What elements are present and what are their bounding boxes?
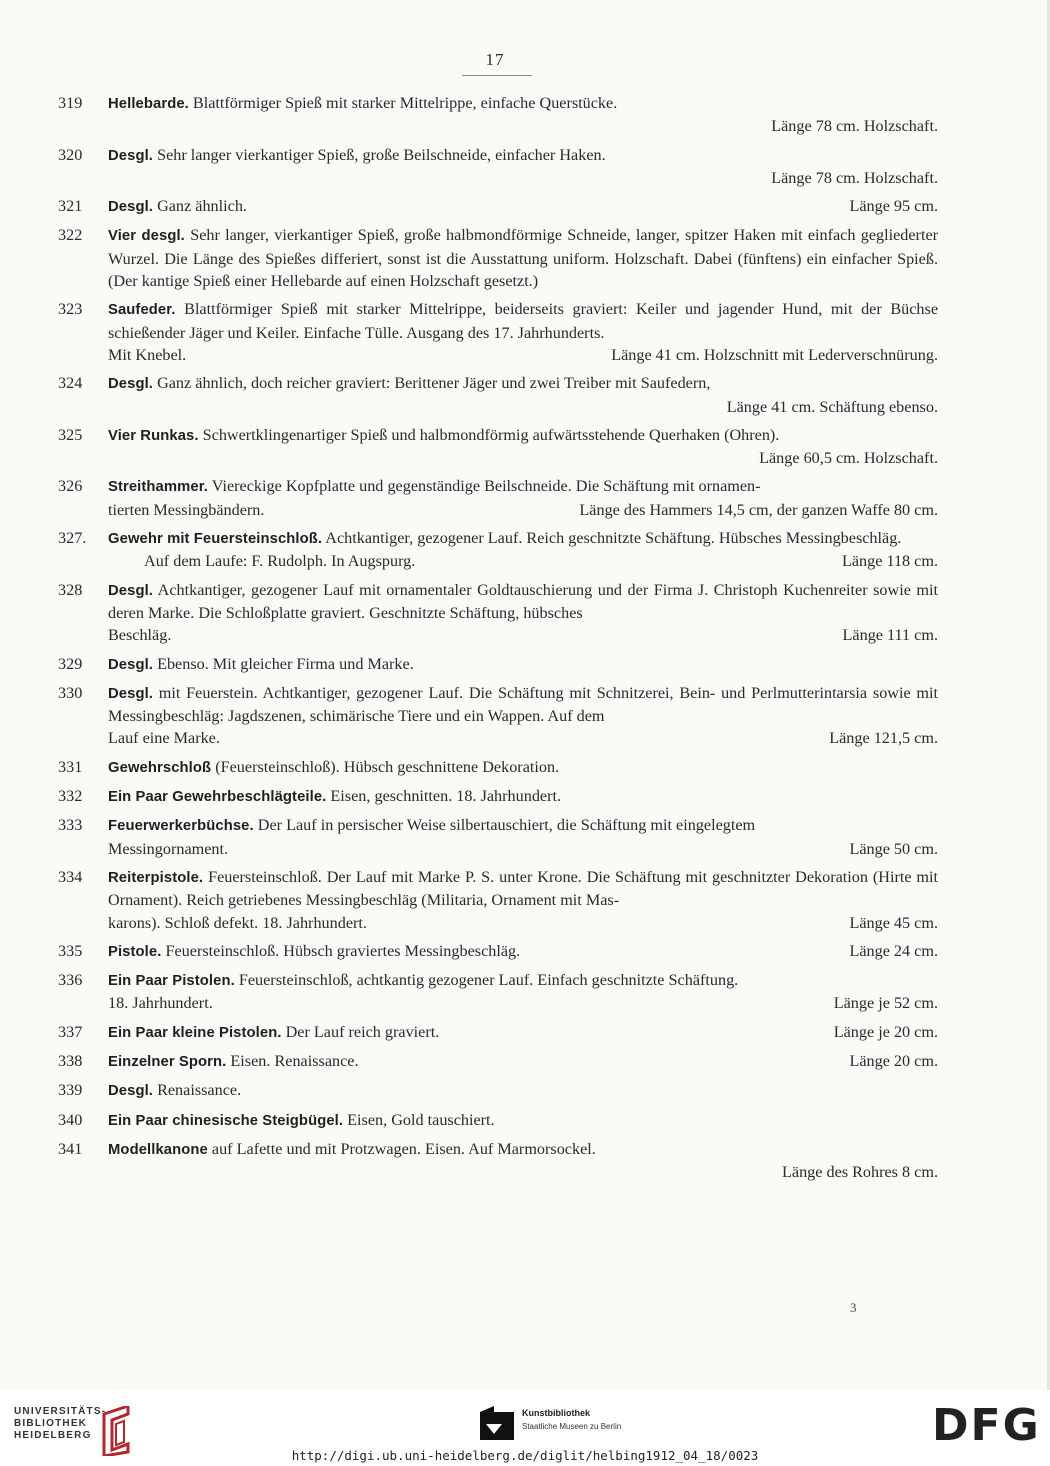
entry-number: 335 bbox=[58, 941, 83, 960]
entry-number: 340 bbox=[58, 1110, 83, 1129]
entry-text bbox=[108, 92, 938, 115]
entry-title: Desgl. bbox=[108, 147, 154, 164]
entry-closing-text: Messingornament. bbox=[108, 839, 229, 858]
kunstbibliothek-emblem-icon bbox=[480, 1406, 514, 1440]
entry-closing-line bbox=[108, 499, 938, 521]
entry-description: Eisen, Gold tauschiert. bbox=[347, 1110, 495, 1129]
entry-description: Der Lauf reich graviert. bbox=[285, 1022, 440, 1041]
entry-title: Desgl. bbox=[108, 582, 154, 599]
entry-measurement: Länge 121,5 cm. bbox=[829, 729, 938, 748]
entry-description: (Feuersteinschloß). Hübsch geschnittene Dekoration. bbox=[215, 757, 560, 776]
catalog-entry bbox=[58, 940, 938, 963]
page-number-rule bbox=[462, 75, 532, 76]
entry-closing-text: karons). Schloß defekt. 18. Jahrhundert. bbox=[108, 913, 367, 932]
catalog-entry bbox=[58, 527, 938, 573]
entry-description: Achtkantiger, gezogener Lauf mit ornamentaler Goldtauschierung und der Firma J. Christoph Kuchenreiter sowie mit deren Marke. Die Schloßplatte graviert. Geschnitzte Schäftung, hübsches bbox=[108, 580, 938, 622]
entry-description: Blattförmiger Spieß mit starker Mittelrippe, beiderseits graviert: Keiler und jagender Hund, mit der Büchse schießender Jäger und Keiler. Einfache Tülle. Ausgang des 17. Jahrhunderts. bbox=[108, 300, 939, 342]
entry-measurement: Länge je 20 cm. bbox=[833, 1022, 938, 1041]
entry-title: Vier Runkas. bbox=[108, 427, 199, 444]
entry-measurement: Länge 20 cm. bbox=[849, 1051, 938, 1070]
entry-number: 341 bbox=[58, 1139, 83, 1158]
entry-text bbox=[108, 682, 938, 728]
entry-description: Feuersteinschloß. Hübsch graviertes Messingbeschläg. bbox=[165, 941, 521, 960]
uni-text-line-1: UNIVERSITÄTS- bbox=[14, 1406, 107, 1417]
entry-description: Achtkantiger, gezogener Lauf. Reich geschnitzte Schäftung. Hübsches Messingbeschläg. bbox=[325, 529, 902, 548]
entry-text bbox=[108, 475, 938, 498]
entry-number: 338 bbox=[58, 1051, 83, 1070]
entry-title: Pistole. bbox=[108, 943, 162, 960]
entry-description: Sehr langer vierkantiger Spieß, große Beilschneide, einfacher Haken. bbox=[157, 145, 606, 164]
entry-measurement: Länge 24 cm. bbox=[849, 941, 938, 960]
entry-number: 328 bbox=[58, 580, 83, 599]
printer-signature: 3 bbox=[850, 1300, 857, 1315]
entry-closing-line bbox=[108, 912, 938, 934]
entry-description: Eisen. Renaissance. bbox=[230, 1051, 359, 1070]
entry-number: 319 bbox=[58, 94, 83, 112]
catalog-entry bbox=[58, 1021, 938, 1044]
entry-measurement: Länge 50 cm. bbox=[849, 839, 938, 858]
kunstbibliothek-logo[interactable] bbox=[480, 1406, 622, 1445]
entry-text bbox=[108, 866, 938, 912]
catalog-entry bbox=[58, 969, 938, 1015]
entry-title: Gewehr mit Feuersteinschloß. bbox=[108, 531, 323, 548]
entry-text bbox=[108, 224, 938, 292]
entry-title: Desgl. bbox=[108, 376, 154, 393]
entry-title: Streithammer. bbox=[108, 479, 208, 496]
university-library-logo[interactable] bbox=[14, 1406, 106, 1442]
entry-closing-text: Lauf eine Marke. bbox=[108, 729, 220, 748]
catalog-entry bbox=[58, 1079, 938, 1102]
catalog-entry bbox=[58, 756, 938, 779]
kunstbibliothek-title: Kunstbibliothek bbox=[522, 1408, 590, 1418]
entry-description: Schwertklingenartiger Spieß und halbmondförmig aufwärtsstehende Querhaken (Ohren). bbox=[202, 425, 780, 444]
entry-title: Vier desgl. bbox=[108, 228, 185, 245]
catalog-entry bbox=[58, 92, 938, 138]
entry-closing-text: Mit Knebel. bbox=[108, 345, 187, 364]
entry-text bbox=[108, 144, 938, 167]
entry-description: Feuersteinschloß, achtkantig gezogener Lauf. Einfach geschnitzte Schäftung. bbox=[238, 971, 739, 990]
entry-closing-text: tierten Messingbändern. bbox=[108, 500, 265, 519]
entry-title: Desgl. bbox=[108, 199, 154, 216]
entry-description: Ganz ähnlich, doch reicher graviert: Berittener Jäger und zwei Treiber mit Saufedern, bbox=[157, 374, 711, 393]
entry-text bbox=[108, 527, 938, 550]
entry-measurement: Länge je 52 cm. bbox=[833, 994, 938, 1013]
catalog-entry bbox=[58, 1109, 938, 1132]
entry-title: Ein Paar Gewehrbeschlägteile. bbox=[108, 789, 327, 806]
entry-text bbox=[108, 195, 938, 218]
uni-text-line-2: BIBLIOTHEK bbox=[14, 1418, 88, 1429]
entry-number: 326 bbox=[58, 477, 83, 496]
entry-title: Ein Paar chinesische Steigbügel. bbox=[108, 1112, 344, 1129]
catalog-entry bbox=[58, 682, 938, 750]
entry-measurement: Länge 118 cm. bbox=[841, 552, 938, 571]
entry-number: 332 bbox=[58, 787, 83, 806]
dfg-logo[interactable]: DFG bbox=[932, 1400, 1041, 1451]
kunstbibliothek-subtitle: Staatliche Museen zu Berlin bbox=[522, 1422, 622, 1431]
entry-text bbox=[108, 653, 938, 676]
catalog-entry bbox=[58, 224, 938, 292]
entry-description: Viereckige Kopfplatte und gegenständige Beilschneide. Die Schäftung mit ornamen- bbox=[211, 477, 761, 496]
footer-bar bbox=[0, 1390, 1050, 1466]
catalog-entry bbox=[58, 372, 938, 418]
catalog-entry bbox=[58, 475, 938, 521]
entry-text bbox=[108, 1021, 938, 1044]
entry-inscription: Auf dem Laufe: F. Rudolph. In Augspurg. bbox=[144, 552, 416, 571]
entry-closing-text: 18. Jahrhundert. bbox=[108, 994, 213, 1013]
entry-text bbox=[108, 424, 938, 447]
entry-number: 333 bbox=[58, 816, 83, 835]
entry-measurement: Länge 45 cm. bbox=[849, 913, 938, 932]
entry-description: auf Lafette und mit Protzwagen. Eisen. Auf Marmorsockel. bbox=[211, 1139, 596, 1158]
entry-description: mit Feuerstein. Achtkantiger, gezogener Lauf. Die Schäftung mit Schnitzerei, Bein- und Perlmutterintarsia sowie mit Messingbeschläg: Jagdszenen, schimärische Tiere und ein Wappen. Auf dem bbox=[108, 683, 939, 726]
uni-text-line-3: HEIDELBERG bbox=[14, 1430, 92, 1441]
catalog-entries bbox=[58, 92, 938, 1189]
entry-title: Desgl. bbox=[108, 685, 154, 702]
entry-closing-text: Beschläg. bbox=[108, 626, 172, 645]
entry-text bbox=[108, 1138, 938, 1161]
entry-title: Desgl. bbox=[108, 1083, 154, 1100]
entry-number: 327. bbox=[58, 529, 87, 548]
entry-number: 322 bbox=[58, 226, 83, 245]
source-url[interactable]: http://digi.ub.uni-heidelberg.de/diglit/helbing1912_04_18/0023 bbox=[291, 1448, 759, 1463]
entry-title: Gewehrschloß bbox=[108, 759, 212, 776]
entry-text bbox=[108, 785, 938, 808]
entry-text bbox=[108, 579, 938, 625]
entry-title: Desgl. bbox=[108, 656, 154, 673]
entry-description: Der Lauf in persischer Weise silbertauschiert, die Schäftung mit eingelegtem bbox=[257, 816, 756, 835]
entry-measurement: Länge 41 cm. Schäftung ebenso. bbox=[726, 397, 938, 416]
catalog-entry bbox=[58, 579, 938, 647]
entry-number: 334 bbox=[58, 867, 83, 886]
entry-title: Reiterpistole. bbox=[108, 869, 204, 886]
entry-text bbox=[108, 1079, 938, 1102]
entry-number: 323 bbox=[58, 300, 83, 319]
entry-description: Blattförmiger Spieß mit starker Mittelrippe, einfache Querstücke. bbox=[192, 94, 618, 112]
entry-number: 320 bbox=[58, 145, 83, 164]
entry-description: Sehr langer, vierkantiger Spieß, große halbmondförmige Schneide, langer, spitzer Haken mit einfach gegliederter Wurzel. Die Länge des Spießes differiert, sonst ist die Ausstattung uniform. Holzschaft. Dabei (fünftens) ein einfacher Spieß. (Der kantige Spieß einer Hellebarde auf einen Holzschaft gesetzt.) bbox=[108, 226, 939, 291]
catalog-entry bbox=[58, 866, 938, 934]
catalog-entry bbox=[58, 785, 938, 808]
catalog-entry bbox=[58, 144, 938, 190]
entry-measurement: Länge des Hammers 14,5 cm, der ganzen Waffe 80 cm. bbox=[579, 500, 938, 519]
entry-title: Saufeder. bbox=[108, 302, 176, 319]
entry-description: Ganz ähnlich. bbox=[157, 197, 247, 216]
entry-number: 336 bbox=[58, 971, 83, 990]
entry-description: Renaissance. bbox=[157, 1081, 242, 1100]
entry-title: Ein Paar Pistolen. bbox=[108, 973, 235, 990]
entry-description: Feuersteinschloß. Der Lauf mit Marke P. S. unter Krone. Die Schäftung mit geschnitzter Dekoration (Hirte mit Ornament). Reich getriebenes Messingbeschläg (Militaria, Ornament mit Mas- bbox=[108, 867, 939, 910]
entry-text bbox=[108, 298, 938, 344]
entry-title: Ein Paar kleine Pistolen. bbox=[108, 1024, 282, 1041]
catalog-entry bbox=[58, 1050, 938, 1073]
entry-description: Eisen, geschnitten. 18. Jahrhundert. bbox=[330, 787, 562, 806]
entry-text bbox=[108, 1109, 938, 1132]
entry-measurement: Länge 78 cm. Holzschaft. bbox=[771, 168, 938, 187]
entry-measurement: Länge 95 cm. bbox=[849, 197, 938, 216]
entry-number: 324 bbox=[58, 374, 83, 393]
entry-number: 329 bbox=[58, 654, 83, 673]
entry-title: Einzelner Sporn. bbox=[108, 1053, 227, 1070]
entry-title: Feuerwerkerbüchse. bbox=[108, 818, 254, 835]
entry-measurement: Länge 60,5 cm. Holzschaft. bbox=[759, 449, 938, 468]
entry-number: 337 bbox=[58, 1022, 83, 1041]
entry-text bbox=[108, 756, 938, 779]
catalog-entry bbox=[58, 814, 938, 860]
entry-text bbox=[108, 969, 938, 992]
entry-description: Ebenso. Mit gleicher Firma und Marke. bbox=[157, 654, 414, 673]
entry-measurement: Länge des Rohres 8 cm. bbox=[782, 1163, 938, 1182]
entry-measurement: Länge 111 cm. bbox=[842, 626, 938, 645]
entry-closing-line bbox=[108, 838, 938, 860]
page-number: 17 bbox=[485, 50, 505, 69]
catalog-entry bbox=[58, 195, 938, 218]
entry-number: 330 bbox=[58, 683, 83, 702]
entry-closing-line bbox=[108, 344, 938, 366]
entry-text bbox=[108, 940, 938, 963]
entry-inscription-line bbox=[108, 550, 938, 572]
catalog-entry bbox=[58, 424, 938, 470]
entry-title: Modellkanone bbox=[108, 1141, 208, 1158]
entry-text bbox=[108, 814, 938, 837]
entry-closing-line bbox=[108, 624, 938, 646]
catalog-entry bbox=[58, 298, 938, 366]
entry-title: Hellebarde. bbox=[108, 96, 189, 112]
entry-number: 339 bbox=[58, 1081, 83, 1100]
entry-number: 321 bbox=[58, 197, 83, 216]
entry-number: 325 bbox=[58, 425, 83, 444]
entry-number: 331 bbox=[58, 757, 83, 776]
entry-text bbox=[108, 372, 938, 395]
entry-closing-line bbox=[108, 727, 938, 749]
catalog-entry bbox=[58, 653, 938, 676]
entry-text bbox=[108, 1050, 938, 1073]
entry-measurement: Länge 41 cm. Holzschnitt mit Lederverschnürung. bbox=[611, 345, 938, 364]
entry-measurement: Länge 78 cm. Holzschaft. bbox=[771, 117, 938, 136]
catalog-entry bbox=[58, 1138, 938, 1184]
entry-closing-line bbox=[108, 992, 938, 1014]
